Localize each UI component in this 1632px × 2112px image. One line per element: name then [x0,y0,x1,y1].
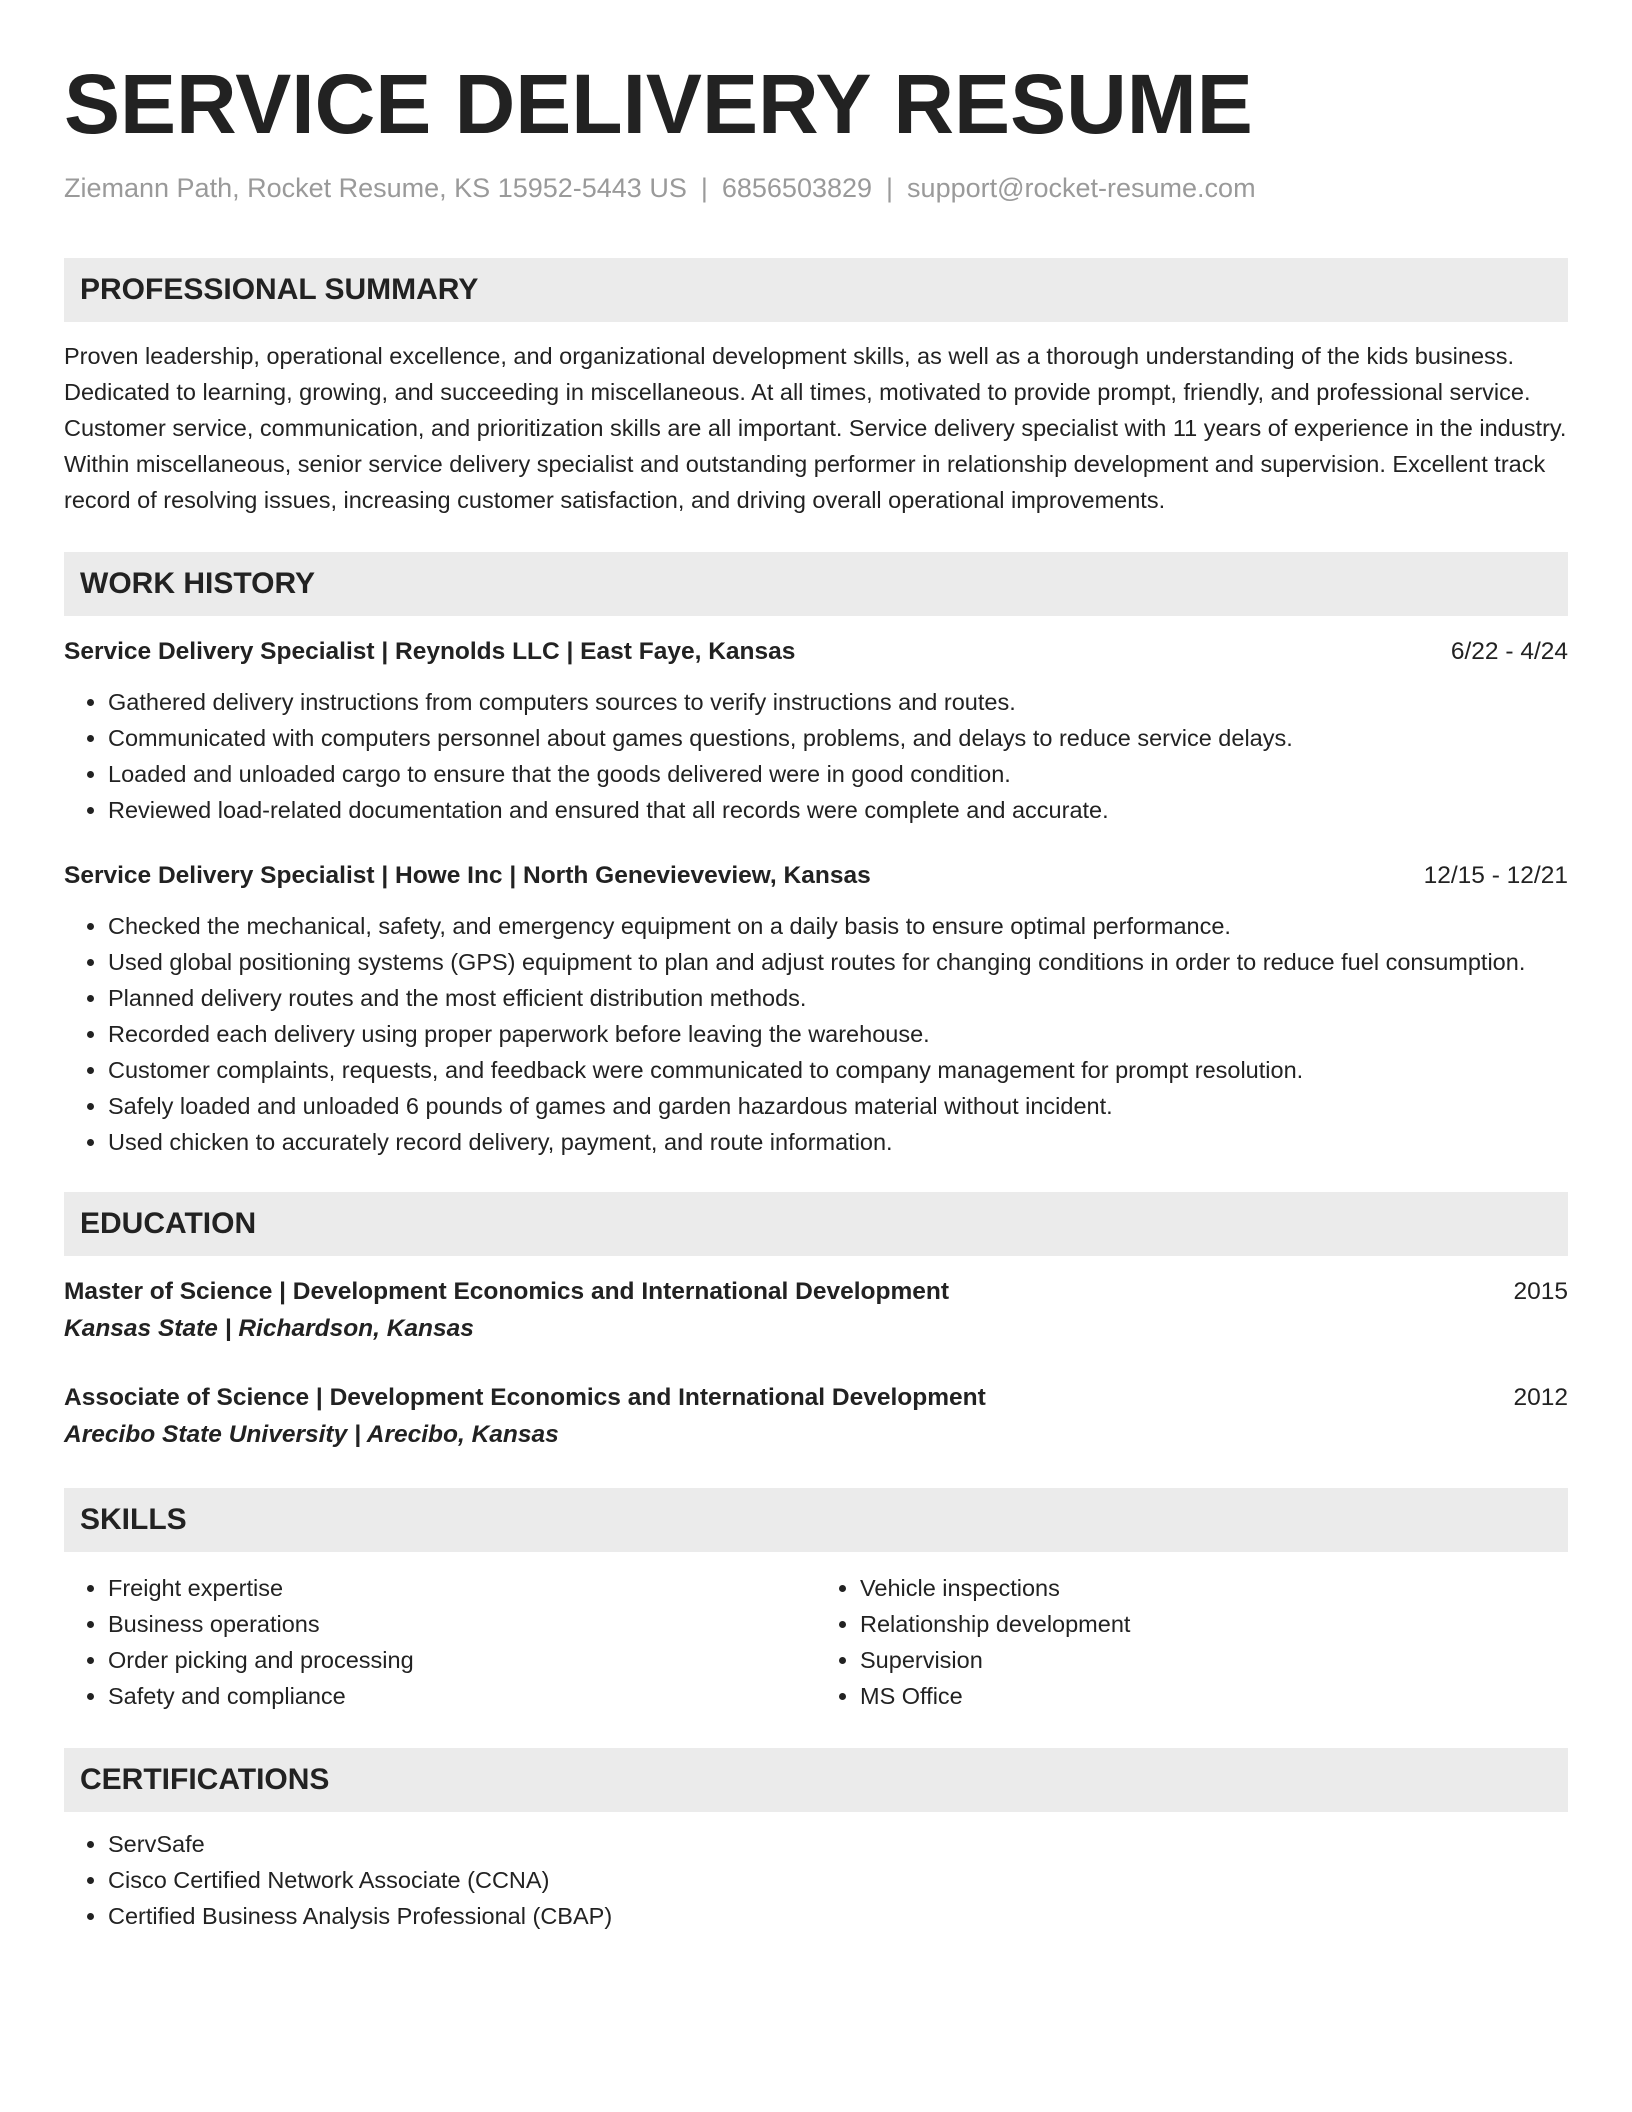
job-bullet: • Communicated with computers personnel about games questions, problems, and delays to reduce service delays. [108,720,1568,756]
job-entry [64,634,1568,828]
job-bullet: • Planned delivery routes and the most efficient distribution methods. [108,980,1568,1016]
job-entry [64,858,1568,1160]
job-bullet: • Customer complaints, requests, and feedback were communicated to company management for prompt resolution. [108,1052,1568,1088]
work-history-heading: WORK HISTORY [64,552,1568,616]
job-dates: 6/22 - 4/24 [1450,638,1568,665]
skill-item: • Freight expertise [108,1570,816,1606]
certifications-heading: CERTIFICATIONS [64,1748,1568,1812]
job-title: Service Delivery Specialist | Reynolds LLC | East Faye, Kansas [64,638,796,665]
education-heading: EDUCATION [64,1192,1568,1256]
education-degree: Associate of Science | Development Economics and International Development [64,1384,986,1411]
summary-heading: PROFESSIONAL SUMMARY [64,258,1568,322]
job-bullet: • Checked the mechanical, safety, and emergency equipment on a daily basis to ensure optimal performance. [108,908,1568,944]
job-bullet: • Safely loaded and unloaded 6 pounds of games and garden hazardous material without incident. [108,1088,1568,1124]
education-entry [64,1274,1568,1348]
education-entry [64,1380,1568,1454]
skill-item: • Vehicle inspections [860,1570,1568,1606]
contact-separator: | [886,173,894,203]
contact-line [64,170,1568,206]
certification-item: • Cisco Certified Network Associate (CCNA) [108,1862,1568,1898]
contact-phone: 6856503829 [721,173,873,203]
skill-item: • Order picking and processing [108,1642,816,1678]
skill-item: • Supervision [860,1642,1568,1678]
skill-item: • Business operations [108,1606,816,1642]
job-bullet: • Recorded each delivery using proper paperwork before leaving the warehouse. [108,1016,1568,1052]
certification-item: • ServSafe [108,1826,1568,1862]
skills-columns [64,1570,1568,1714]
job-bullet: • Used chicken to accurately record delivery, payment, and route information. [108,1124,1568,1160]
education-year: 2012 [1513,1384,1568,1411]
contact-address: Ziemann Path, Rocket Resume, KS 15952-5443 US [64,173,687,203]
contact-separator: | [700,173,708,203]
certifications-list [64,1826,1568,1934]
job-dates: 12/15 - 12/21 [1423,862,1568,889]
education-school: Kansas State | Richardson, Kansas [64,1315,474,1342]
skill-item: • MS Office [860,1678,1568,1714]
skills-list-left [64,1570,816,1714]
resume-title: SERVICE DELIVERY RESUME [64,57,1253,151]
job-bullets [64,684,1568,828]
skills-list-right [816,1570,1568,1714]
skills-heading: SKILLS [64,1488,1568,1552]
education-header [64,1380,1568,1416]
skill-item: • Relationship development [860,1606,1568,1642]
job-header [64,858,1568,894]
education-degree: Master of Science | Development Economics and International Development [64,1278,949,1305]
education-school: Arecibo State University | Arecibo, Kansas [64,1421,559,1448]
certification-item: • Certified Business Analysis Professional (CBAP) [108,1898,1568,1934]
education-header [64,1274,1568,1310]
job-header [64,634,1568,670]
job-bullet: • Used global positioning systems (GPS) equipment to plan and adjust routes for changing conditions in order to reduce fuel consumption. [108,944,1568,980]
job-title: Service Delivery Specialist | Howe Inc | North Genevieveview, Kansas [64,862,871,889]
skill-item: • Safety and compliance [108,1678,816,1714]
job-bullet: • Gathered delivery instructions from computers sources to verify instructions and routes. [108,684,1568,720]
job-bullet: • Loaded and unloaded cargo to ensure that the goods delivered were in good condition. [108,756,1568,792]
job-bullets [64,908,1568,1160]
education-year: 2015 [1513,1278,1568,1305]
contact-email: support@rocket-resume.com [907,173,1256,203]
summary-text: Proven leadership, operational excellence, and organizational development skills, as well as a thorough understanding of the kids business. Dedicated to learning, growing, and succeeding in miscellaneous. At all times, motivated to provide prompt, friendly, and professional service. Customer service, communication, and prioritization skills are all important. Service delivery specialist with 11 years of experience in the industry. Within miscellaneous, senior service delivery specialist and outstanding performer in relationship development and supervision. Excellent track record of resolving issues, increasing customer satisfaction, and driving overall operational improvements. [64,343,1567,513]
job-bullet: • Reviewed load-related documentation and ensured that all records were complete and accurate. [108,792,1568,828]
